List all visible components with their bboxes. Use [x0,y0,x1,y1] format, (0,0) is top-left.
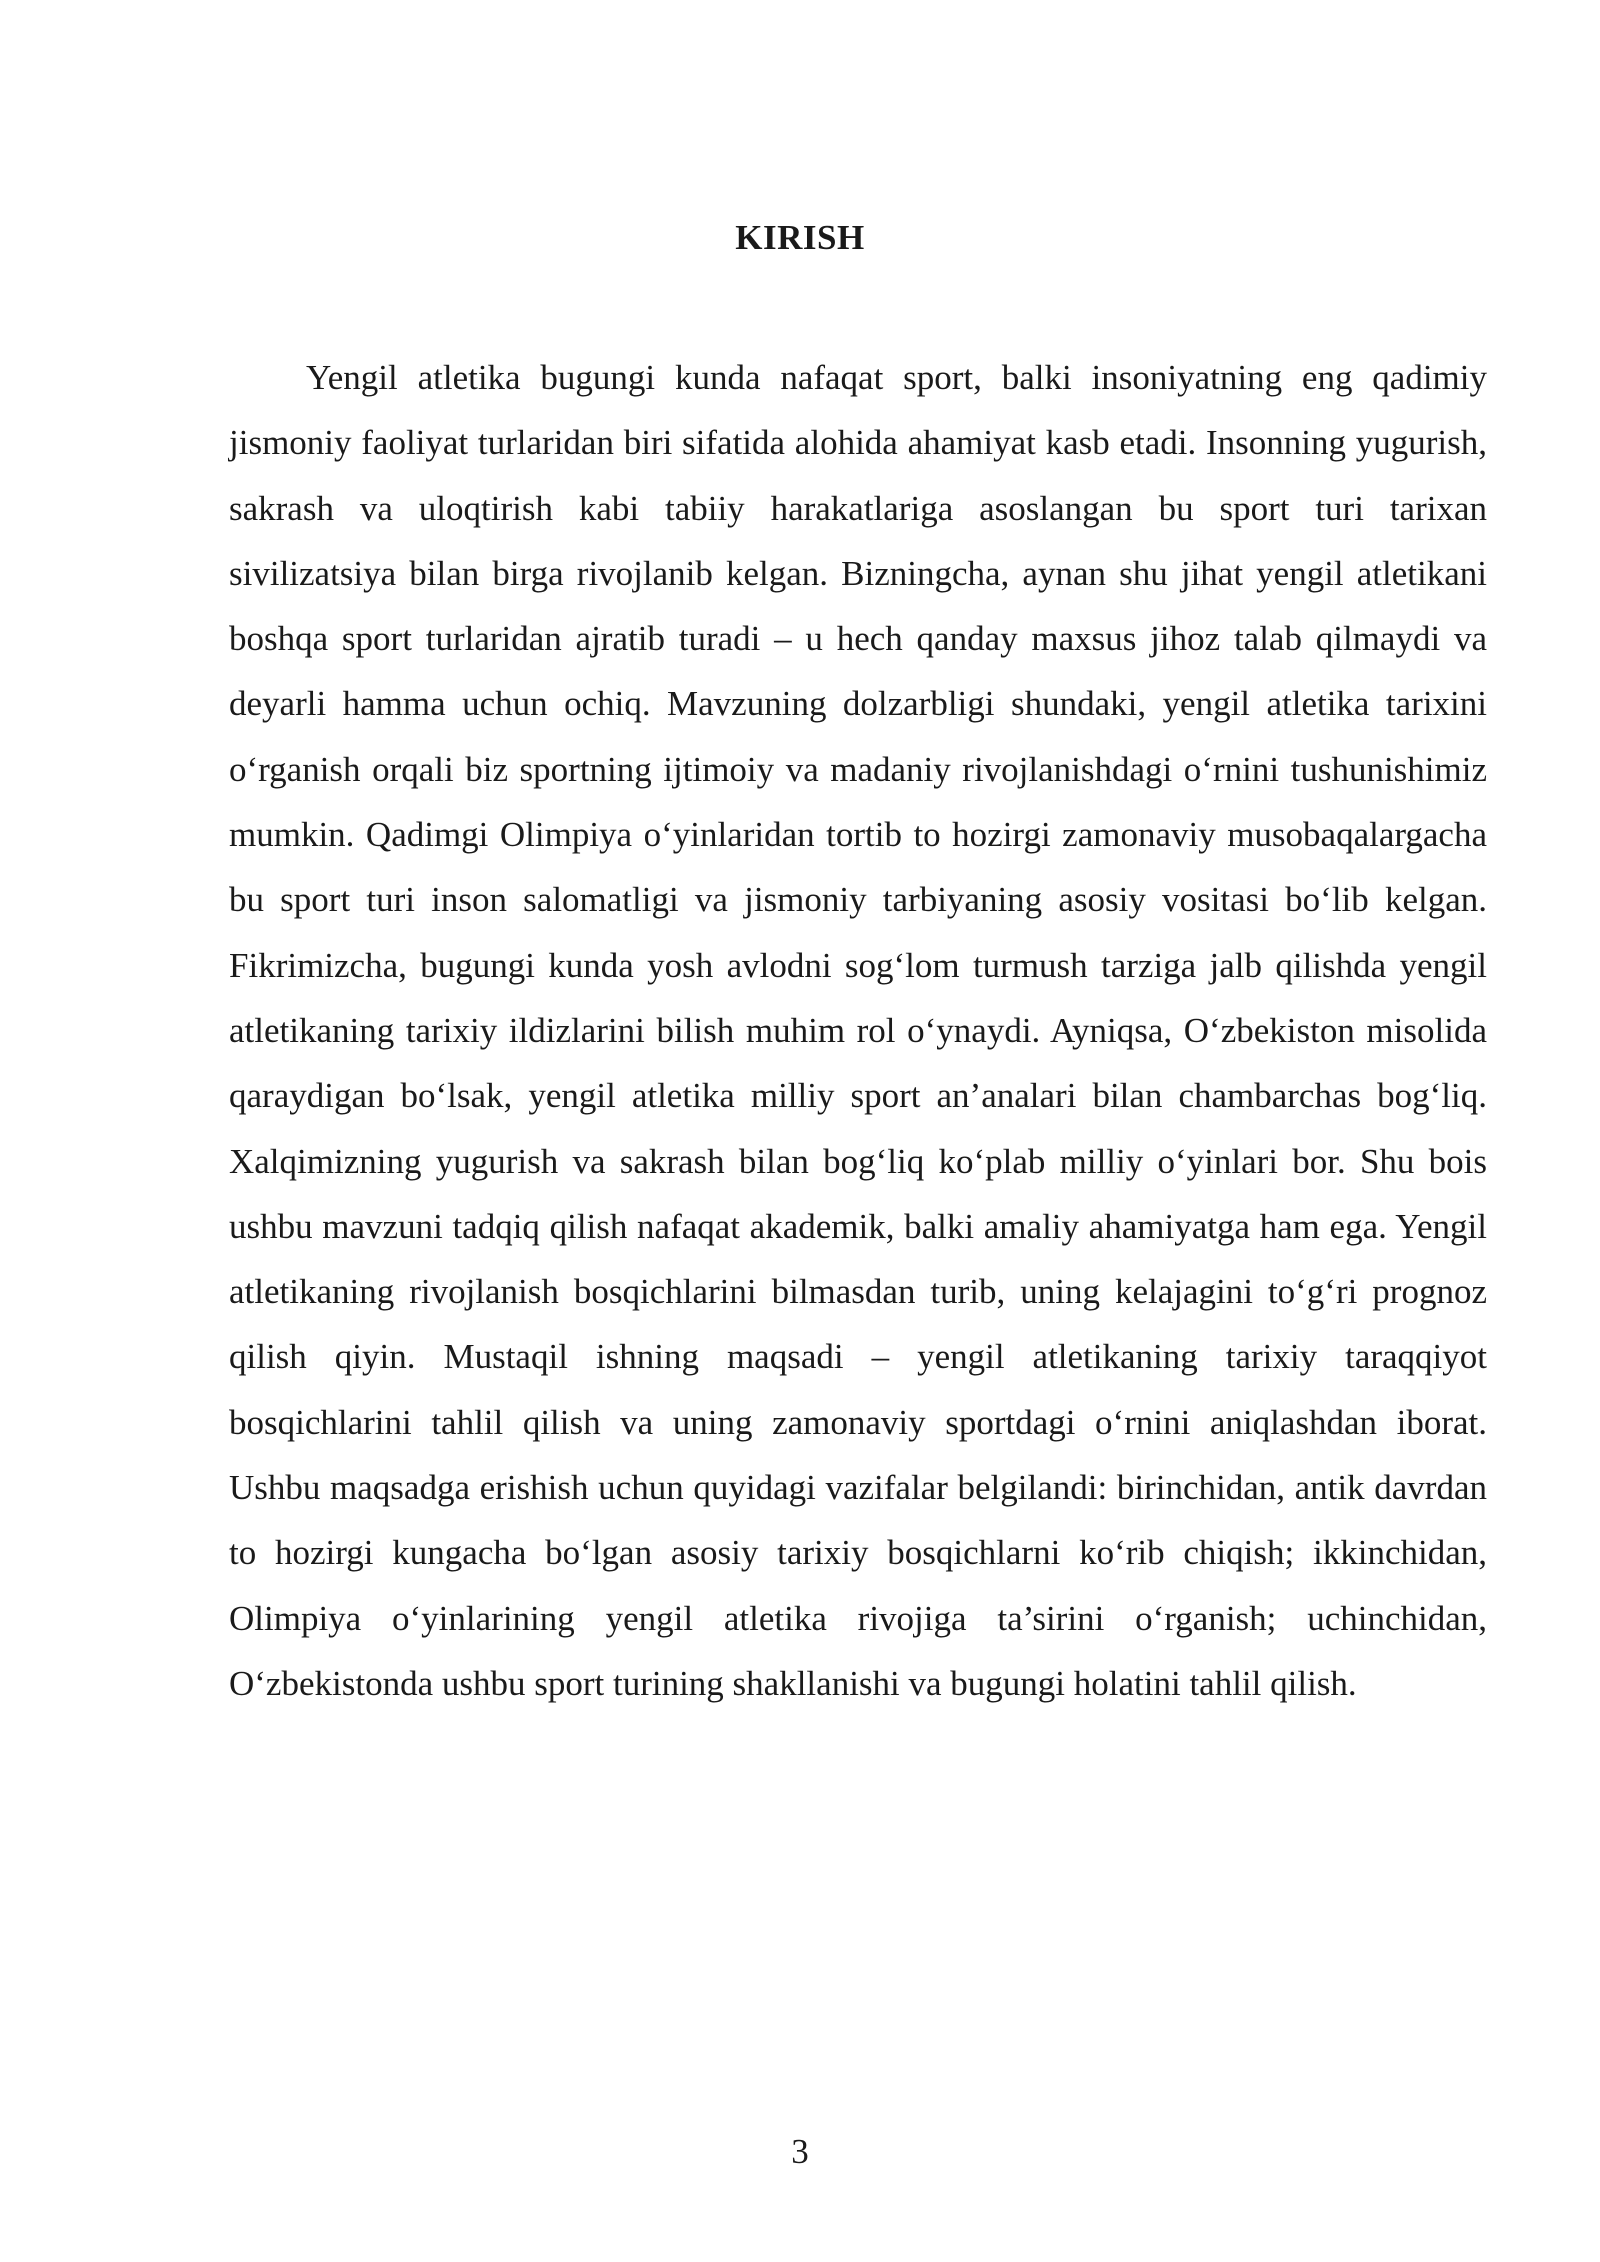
page-number: 3 [791,2132,809,2171]
section-title: KIRISH [735,218,865,257]
body-paragraph: Yengil atletika bugungi kunda nafaqat sport, balki insoniyatning eng qadimiy jismoniy faoliyat turlaridan biri sifatida alohida ahamiyat kasb etadi. Insonning yugurish, sakrash va uloqtirish kabi tabiiy harakatlariga asoslangan bu sport turi tarixan sivilizatsiya bilan birga rivojlanib kelgan. Bizningcha, aynan shu jihat yengil atletikani boshqa sport turlaridan ajratib turadi – u hech qanday maxsus jihoz talab qilmaydi va deyarli hamma uchun ochiq. Mavzuning dolzarbligi shundaki, yengil atletika tarixini o‘rganish orqali biz sportning ijtimoiy va madaniy rivojlanishdagi o‘rnini tushunishimiz mumkin. Qadimgi Olimpiya o‘yinlaridan tortib to hozirgi zamonaviy musobaqalargacha bu sport turi inson salomatligi va jismoniy tarbiyaning asosiy vositasi bo‘lib kelgan. Fikrimizcha, bugungi kunda yosh avlodni sog‘lom turmush tarziga jalb qilishda yengil atletikaning tarixiy ildizlarini bilish muhim rol o‘ynaydi. Ayniqsa, O‘zbekiston misolida qaraydigan bo‘lsak, yengil atletika milliy sport an’analari bilan chambarchas bog‘liq. Xalqimizning yugurish va sakrash bilan bog‘liq ko‘plab milliy o‘yinlari bor. Shu bois ushbu mavzuni tadqiq qilish nafaqat akademik, balki amaliy ahamiyatga ham ega. Yengil atletikaning rivojlanish bosqichlarini bilmasdan turib, uning kelajagini to‘g‘ri prognoz qilish qiyin. Mustaqil ishning maqsadi – yengil atletikaning tarixiy taraqqiyot bosqichlarini tahlil qilish va uning zamonaviy sportdagi o‘rnini aniqlashdan iborat. Ushbu maqsadga erishish uchun quyidagi vazifalar belgilandi: birinchidan, antik davrdan to hozirgi kungacha bo‘lgan asosiy tarixiy bosqichlarni ko‘rib chiqish; ikkinchidan, Olimpiya o‘yinlarining yengil atletika rivojiga ta’sirini o‘rganish; uchinchidan, O‘zbekistonda ushbu sport turining shakllanishi va bugungi holatini tahlil qilish. [229,358,1487,1703]
